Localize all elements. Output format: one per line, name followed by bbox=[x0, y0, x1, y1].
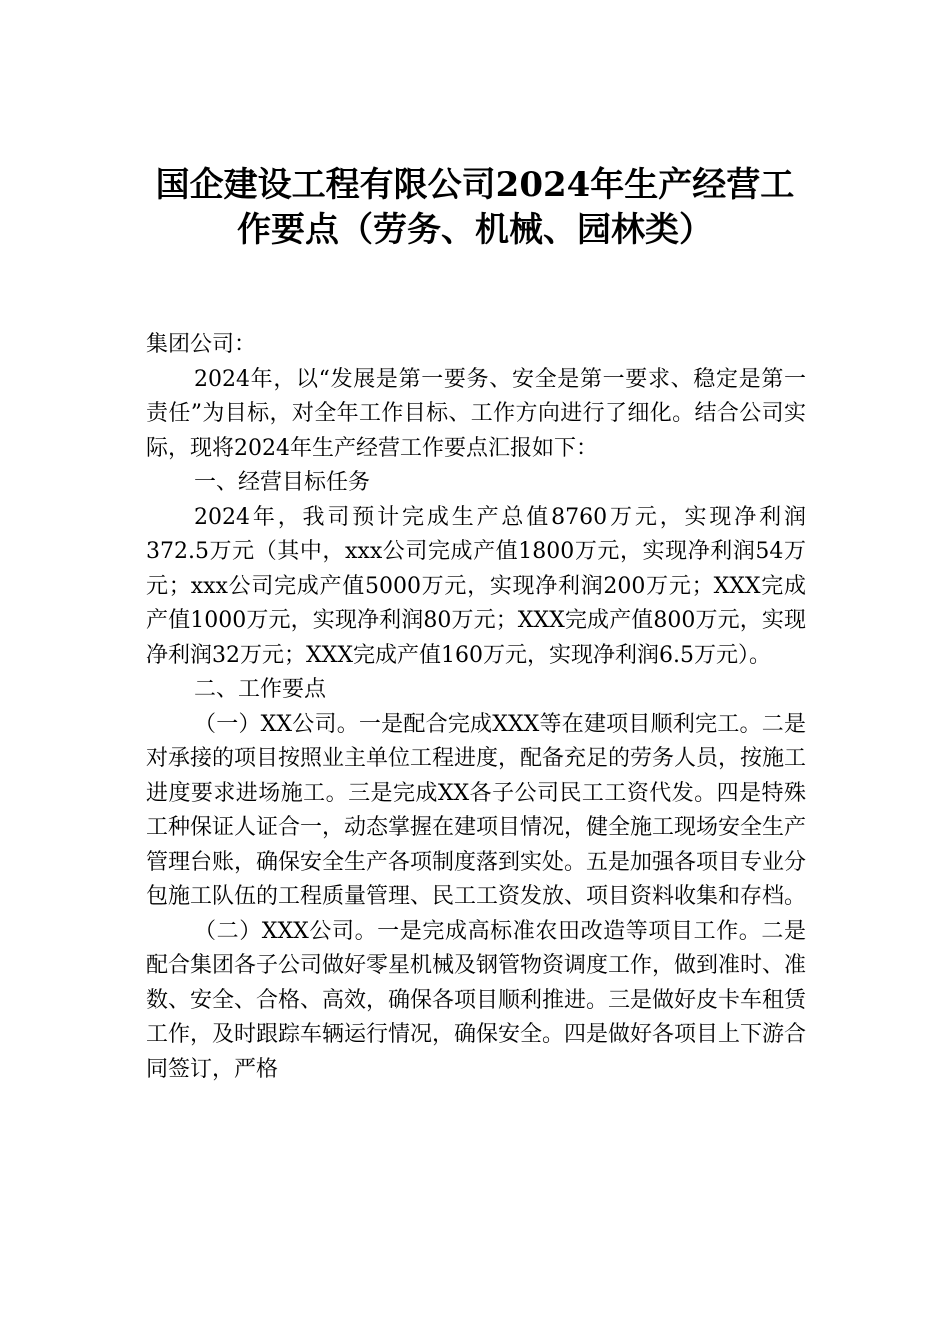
targets-paragraph: 2024年，我司预计完成生产总值8760万元，实现净利润372.5万元（其中，xxx公司完成产值1800万元，实现净利润54万元；xxx公司完成产值5000万元，实现净利润200万元；XXX完成产值1000万元，实现净利润80万元；XXX完成产值800万元，实现净利润32万元；XXX完成产值160万元，实现净利润6.5万元）。 bbox=[146, 504, 806, 668]
section-heading-work-points: 二、工作要点 bbox=[194, 677, 327, 702]
intro-paragraph: 2024年，以“发展是第一要务、安全是第一要求、稳定是第一责任”为目标，对全年工作目标、工作方向进行了细化。结合公司实际，现将2024年生产经营工作要点汇报如下： bbox=[146, 366, 806, 461]
salutation: 集团公司： bbox=[146, 332, 257, 357]
work-point-paragraph-1: （一）XX公司。一是配合完成XXX等在建项目顺利完工。二是对承接的项目按照业主单位工程进度，配备充足的劳务人员，按施工进度要求进场施工。三是完成XX各子公司民工工资代发。四是特殊工种保证人证合一，动态掌握在建项目情况，健全施工现场安全生产管理台账，确保安全生产各项制度落到实处。五是加强各项目专业分包施工队伍的工程质量管理、民工工资发放、项目资料收集和存档。 bbox=[146, 711, 807, 909]
document-title-line-2: 作要点（劳务、机械、园林类） bbox=[237, 210, 713, 250]
document-body bbox=[146, 328, 806, 1087]
work-point-paragraph-2: （二）XXX公司。一是完成高标准农田改造等项目工作。二是配合集团各子公司做好零星机械及钢管物资调度工作，做到准时、准数、安全、合格、高效，确保各项目顺利推进。三是做好皮卡车租赁工作，及时跟踪车辆运行情况，确保安全。四是做好各项目上下游合同签订，严格 bbox=[146, 918, 807, 1082]
document-title-line-1: 国企建设工程有限公司2024年生产经营工 bbox=[155, 165, 795, 205]
section-heading-targets: 一、经营目标任务 bbox=[194, 470, 371, 495]
